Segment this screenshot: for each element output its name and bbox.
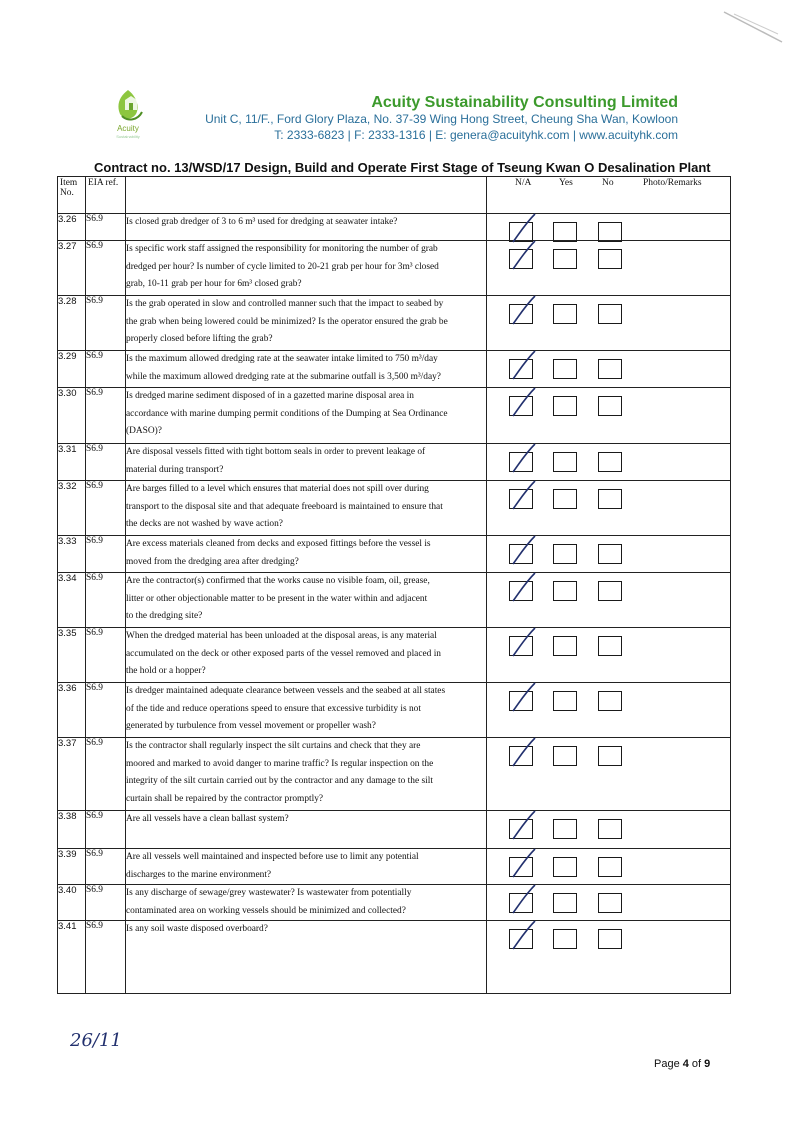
eia-ref: S6.9: [86, 885, 126, 921]
table-row: [58, 444, 731, 481]
answer-cell: [487, 241, 731, 296]
question-text: [126, 921, 487, 994]
table-row: [58, 683, 731, 738]
table-header-row: [58, 177, 731, 214]
eia-ref: S6.9: [86, 351, 126, 388]
item-number: 3.38: [58, 811, 86, 849]
answer-cell: [487, 885, 731, 921]
company-address: Unit C, 11/F., Ford Glory Plaza, No. 37-39 Wing Hong Street, Cheung Sha Wan, Kowloon: [205, 112, 678, 126]
item-number: 3.35: [58, 628, 86, 683]
question-line: accordance with marine dumping permit conditions of the Dumping at Sea Ordinance: [126, 408, 448, 419]
letterhead: [0, 0, 794, 160]
logo-subtext: Sustainability: [116, 134, 140, 139]
handwritten-date: 26/11: [70, 1030, 122, 1051]
page-prefix: Page: [654, 1058, 683, 1070]
page-number: [654, 1058, 710, 1070]
na-header: N/A: [515, 178, 532, 188]
question-line: Is dredger maintained adequate clearance between vessels and the seabed at all states: [126, 686, 446, 696]
yes-checkbox[interactable]: [553, 691, 577, 711]
question-line: Are all vessels have a clean ballast system?: [126, 814, 289, 824]
question-text: [126, 885, 487, 921]
item-number: 3.30: [58, 388, 86, 444]
question-line: Is any discharge of sewage/grey wastewater? Is wastewater from potentially: [126, 888, 412, 898]
table-row: [58, 921, 731, 994]
item-number: 3.31: [58, 444, 86, 481]
question-line: dredged per hour? Is number of cycle limited to 20-21 grab per hour for 3m³ closed: [126, 261, 439, 272]
eia-ref: S6.9: [86, 536, 126, 573]
question-text: [126, 214, 487, 241]
table-row: [58, 849, 731, 885]
question-line: transport to the disposal site and that adequate freeboard is maintained to ensure that: [126, 501, 443, 512]
no-checkbox[interactable]: [598, 636, 622, 656]
item-number: 3.26: [58, 214, 86, 241]
yes-checkbox[interactable]: [553, 819, 577, 839]
eia-ref: S6.9: [86, 481, 126, 536]
table-row: [58, 573, 731, 628]
question-line: integrity of the silt curtain carried out by the contractor and any damage to the silt: [126, 776, 433, 786]
eia-ref: S6.9: [86, 296, 126, 351]
eia-ref: S6.9: [86, 388, 126, 444]
question-text: [126, 849, 487, 885]
question-line: litter or other objectionable matter to be present in the water within and adjacent: [126, 593, 428, 604]
table-row: [58, 811, 731, 849]
yes-checkbox[interactable]: [553, 746, 577, 766]
logo-text: Acuity: [117, 124, 139, 133]
no-checkbox[interactable]: [598, 544, 622, 564]
acuity-logo: [98, 86, 158, 150]
no-checkbox[interactable]: [598, 359, 622, 379]
no-checkbox[interactable]: [598, 819, 622, 839]
item-number: 3.37: [58, 738, 86, 811]
item-number: 3.36: [58, 683, 86, 738]
yes-checkbox[interactable]: [553, 489, 577, 509]
question-line: Are excess materials cleaned from decks and exposed fittings before the vessel is: [126, 539, 431, 549]
item-number: 3.33: [58, 536, 86, 573]
answer-cell: [487, 214, 731, 241]
question-text: [126, 683, 487, 738]
table-row: [58, 536, 731, 573]
item-number: 3.39: [58, 849, 86, 885]
handwritten-tick-icon: [505, 386, 541, 420]
yes-checkbox[interactable]: [553, 929, 577, 949]
handwritten-tick-icon: [505, 883, 541, 917]
page-current: 4: [682, 1058, 689, 1070]
answer-cell: [487, 628, 731, 683]
handwritten-tick-icon: [505, 571, 541, 605]
question-text: [126, 444, 487, 481]
handwritten-tick-icon: [505, 919, 541, 953]
contract-title: Contract no. 13/WSD/17 Design, Build and Operate First Stage of Tseung Kwan O Desalination Plant: [94, 160, 711, 175]
page-total: 9: [704, 1058, 711, 1070]
question-line: the decks are not washed by wave action?: [126, 519, 283, 529]
question-line: Is closed grab dredger of 3 to 6 m³ used for dredging at seawater intake?: [126, 217, 398, 227]
eia-ref: S6.9: [86, 738, 126, 811]
item-number: 3.29: [58, 351, 86, 388]
table-row: [58, 628, 731, 683]
eia-ref: S6.9: [86, 683, 126, 738]
question-line: of the tide and reduce operations speed to ensure that excessive turbidity is not: [126, 703, 421, 714]
yes-checkbox[interactable]: [553, 893, 577, 913]
item-header-label: Item: [60, 178, 78, 188]
answer-cell: [487, 811, 731, 849]
yes-checkbox[interactable]: [553, 544, 577, 564]
handwritten-tick-icon: [505, 534, 541, 568]
question-line: When the dredged material has been unloaded at the disposal areas, is any material: [126, 631, 437, 641]
eia-ref: S6.9: [86, 628, 126, 683]
item-number: 3.28: [58, 296, 86, 351]
question-line: Is dredged marine sediment disposed of in a gazetted marine disposal area in: [126, 391, 414, 401]
no-checkbox[interactable]: [598, 857, 622, 877]
answer-cell: [487, 849, 731, 885]
item-number: 3.27: [58, 241, 86, 296]
answer-cell: [487, 573, 731, 628]
question-line: to the dredging site?: [126, 611, 203, 621]
eia-ref: S6.9: [86, 444, 126, 481]
answer-cell: [487, 536, 731, 573]
handwritten-tick-icon: [505, 626, 541, 660]
question-line: the hold or a hopper?: [126, 666, 206, 676]
question-line: discharges to the marine environment?: [126, 869, 272, 880]
question-line: Is the contractor shall regularly inspect the silt curtains and check that they are: [126, 741, 421, 751]
no-checkbox[interactable]: [598, 929, 622, 949]
question-text: [126, 351, 487, 388]
yes-checkbox[interactable]: [553, 222, 577, 242]
company-contact: T: 2333-6823 | F: 2333-1316 | E: genera@acuityhk.com | www.acuityhk.com: [274, 128, 678, 142]
no-checkbox[interactable]: [598, 452, 622, 472]
answer-cell: [487, 921, 731, 994]
item-no-header: [58, 177, 86, 214]
answer-cell: [487, 683, 731, 738]
question-text: [126, 481, 487, 536]
answer-cell: [487, 738, 731, 811]
question-text: [126, 738, 487, 811]
answer-cell: [487, 388, 731, 444]
table-row: [58, 738, 731, 811]
answer-cell: [487, 481, 731, 536]
table-row: [58, 241, 731, 296]
yes-checkbox[interactable]: [553, 581, 577, 601]
no-checkbox[interactable]: [598, 396, 622, 416]
handwritten-tick-icon: [505, 239, 541, 273]
handwritten-tick-icon: [505, 294, 541, 328]
item-number: 3.40: [58, 885, 86, 921]
table-row: [58, 351, 731, 388]
question-line: moved from the dredging area after dredging?: [126, 556, 299, 567]
eia-ref: S6.9: [86, 573, 126, 628]
question-line: Is the maximum allowed dredging rate at the seawater intake limited to 750 m³/day: [126, 354, 438, 364]
no-checkbox[interactable]: [598, 304, 622, 324]
scan-mark-icon: [722, 10, 786, 46]
question-line: Are disposal vessels fitted with tight bottom seals in order to prevent leakage of: [126, 447, 426, 457]
handwritten-tick-icon: [505, 479, 541, 513]
yes-checkbox[interactable]: [553, 857, 577, 877]
no-checkbox[interactable]: [598, 222, 622, 242]
yes-checkbox[interactable]: [553, 359, 577, 379]
no-header-label: No.: [60, 188, 74, 198]
company-name: Acuity Sustainability Consulting Limited: [371, 94, 678, 111]
yes-checkbox[interactable]: [553, 636, 577, 656]
question-text: [126, 628, 487, 683]
answer-cell: [487, 296, 731, 351]
question-text: [126, 241, 487, 296]
handwritten-tick-icon: [505, 809, 541, 843]
question-line: Is specific work staff assigned the responsibility for monitoring the number of grab: [126, 244, 438, 254]
table-row: [58, 214, 731, 241]
question-text: [126, 573, 487, 628]
page-mid: of: [688, 1058, 705, 1070]
yes-checkbox[interactable]: [553, 452, 577, 472]
question-text: [126, 388, 487, 444]
question-text: [126, 296, 487, 351]
question-line: accumulated on the deck or other exposed parts of the vessel removed and placed in: [126, 648, 441, 659]
question-line: curtain shall be repaired by the contractor promptly?: [126, 793, 324, 804]
question-line: grab, 10-11 grab per hour for 6m³ closed grab?: [126, 279, 302, 289]
handwritten-tick-icon: [505, 681, 541, 715]
table-row: [58, 388, 731, 444]
question-line: properly closed before lifting the grab?: [126, 334, 273, 344]
question-line: Is any soil waste disposed overboard?: [126, 924, 268, 934]
yes-checkbox[interactable]: [553, 249, 577, 269]
question-line: (DASO)?: [126, 426, 162, 436]
eia-ref-header: EIA ref.: [86, 177, 126, 214]
question-line: Is the grab operated in slow and controlled manner such that the impact to seabed by: [126, 299, 444, 309]
question-line: generated by turbulence from vessel movement or propeller wash?: [126, 721, 376, 731]
table-row: [58, 885, 731, 921]
question-line: Are the contractor(s) confirmed that the works cause no visible foam, oil, grease,: [126, 576, 430, 586]
answer-cell: [487, 444, 731, 481]
handwritten-tick-icon: [505, 442, 541, 476]
handwritten-tick-icon: [505, 736, 541, 770]
table-row: [58, 481, 731, 536]
item-number: 3.41: [58, 921, 86, 994]
no-checkbox[interactable]: [598, 249, 622, 269]
question-text: [126, 536, 487, 573]
eia-ref: S6.9: [86, 921, 126, 994]
question-line: material during transport?: [126, 464, 224, 475]
item-number: 3.32: [58, 481, 86, 536]
question-header: [126, 177, 487, 214]
no-col-header: No: [602, 178, 614, 188]
eia-ref: S6.9: [86, 811, 126, 849]
handwritten-tick-icon: [505, 349, 541, 383]
remarks-header: Photo/Remarks: [643, 178, 702, 188]
question-line: moored and marked to avoid danger to marine traffic? Is regular inspection on the: [126, 758, 434, 769]
no-checkbox[interactable]: [598, 893, 622, 913]
question-line: Are barges filled to a level which ensures that material does not spill over during: [126, 484, 429, 494]
no-checkbox[interactable]: [598, 581, 622, 601]
yes-header: Yes: [559, 178, 573, 188]
handwritten-tick-icon: [505, 847, 541, 881]
no-checkbox[interactable]: [598, 489, 622, 509]
question-text: [126, 811, 487, 849]
checklist-table: [57, 176, 731, 994]
answer-header: [487, 177, 731, 214]
eia-ref: S6.9: [86, 241, 126, 296]
answer-cell: [487, 351, 731, 388]
item-number: 3.34: [58, 573, 86, 628]
no-checkbox[interactable]: [598, 691, 622, 711]
question-line: Are all vessels well maintained and inspected before use to limit any potential: [126, 852, 419, 862]
leaf-house-icon: [98, 86, 158, 126]
eia-ref: S6.9: [86, 849, 126, 885]
question-line: while the maximum allowed dredging rate at the submarine outfall is 3,500 m³/day?: [126, 371, 441, 382]
eia-ref: S6.9: [86, 214, 126, 241]
question-line: contaminated area on working vessels should be minimized and collected?: [126, 905, 406, 916]
yes-checkbox[interactable]: [553, 396, 577, 416]
question-line: the grab when being lowered could be minimized? Is the operator ensured the grab be: [126, 316, 448, 327]
yes-checkbox[interactable]: [553, 304, 577, 324]
no-checkbox[interactable]: [598, 746, 622, 766]
table-row: [58, 296, 731, 351]
